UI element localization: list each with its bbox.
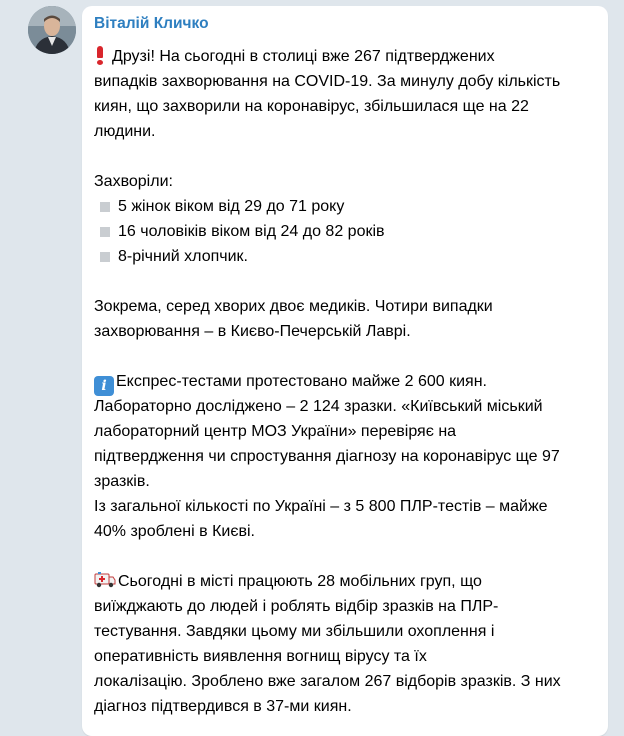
bullet-icon [100, 227, 110, 237]
list-item: 5 жінок віком від 29 до 71 року [94, 194, 606, 219]
groups-line: тестування. Завдяки цьому ми збільшили охоплення і [94, 623, 495, 640]
groups-line: Сьогодні в місті працюють 28 мобільних груп, що [118, 573, 482, 590]
tests-line: 40% зроблені в Києві. [94, 523, 255, 540]
tests-line: підтвердження чи спростування діагнозу на коронавірус ще 97 [94, 448, 560, 465]
groups-line: діагноз підтвердився в 37-ми киян. [94, 698, 352, 715]
tests-line: зразків. [94, 473, 150, 490]
message-bubble [82, 6, 608, 736]
medics-line: Зокрема, серед хворих двоє медиків. Чотири випадки [94, 298, 493, 315]
sick-heading: Захворіли: [94, 173, 173, 190]
intro-line: людини. [94, 123, 156, 140]
groups-line: виїжджають до людей і роблять відбір зразків на ПЛР- [94, 598, 499, 615]
intro-line: Друзі! На сьогодні в столиці вже 267 підтверджених [112, 48, 495, 65]
exclamation-icon [94, 46, 106, 64]
message-text [94, 44, 606, 719]
information-icon: i [94, 376, 114, 396]
medics-line: захворювання – в Києво-Печерській Лаврі. [94, 323, 411, 340]
tests-line: Лабораторно досліджено – 2 124 зразки. «Київський міський [94, 398, 543, 415]
list-item: 16 чоловіків віком від 24 до 82 років [94, 219, 606, 244]
intro-line: киян, що захворили на коронавірус, збільшилася ще на 22 [94, 98, 529, 115]
ambulance-icon [94, 571, 116, 589]
list-item: 8-річний хлопчик. [94, 244, 606, 269]
groups-line: оперативність виявлення вогнищ вірусу та їх [94, 648, 427, 665]
groups-line: локалізацію. Зроблено вже загалом 267 відборів зразків. З них [94, 673, 561, 690]
bullet-icon [100, 202, 110, 212]
tests-line: Із загальної кількості по Україні – з 5 800 ПЛР-тестів – майже [94, 498, 548, 515]
tests-line: Експрес-тестами протестовано майже 2 600 киян. [116, 373, 487, 390]
bullet-icon [100, 252, 110, 262]
tests-line: лабораторний центр МОЗ України» перевіряє на [94, 423, 457, 440]
author-name[interactable]: Віталій Кличко [94, 15, 209, 32]
author-avatar[interactable] [28, 6, 76, 54]
intro-line: випадків захворювання на COVID-19. За минулу добу кількість [94, 73, 561, 90]
